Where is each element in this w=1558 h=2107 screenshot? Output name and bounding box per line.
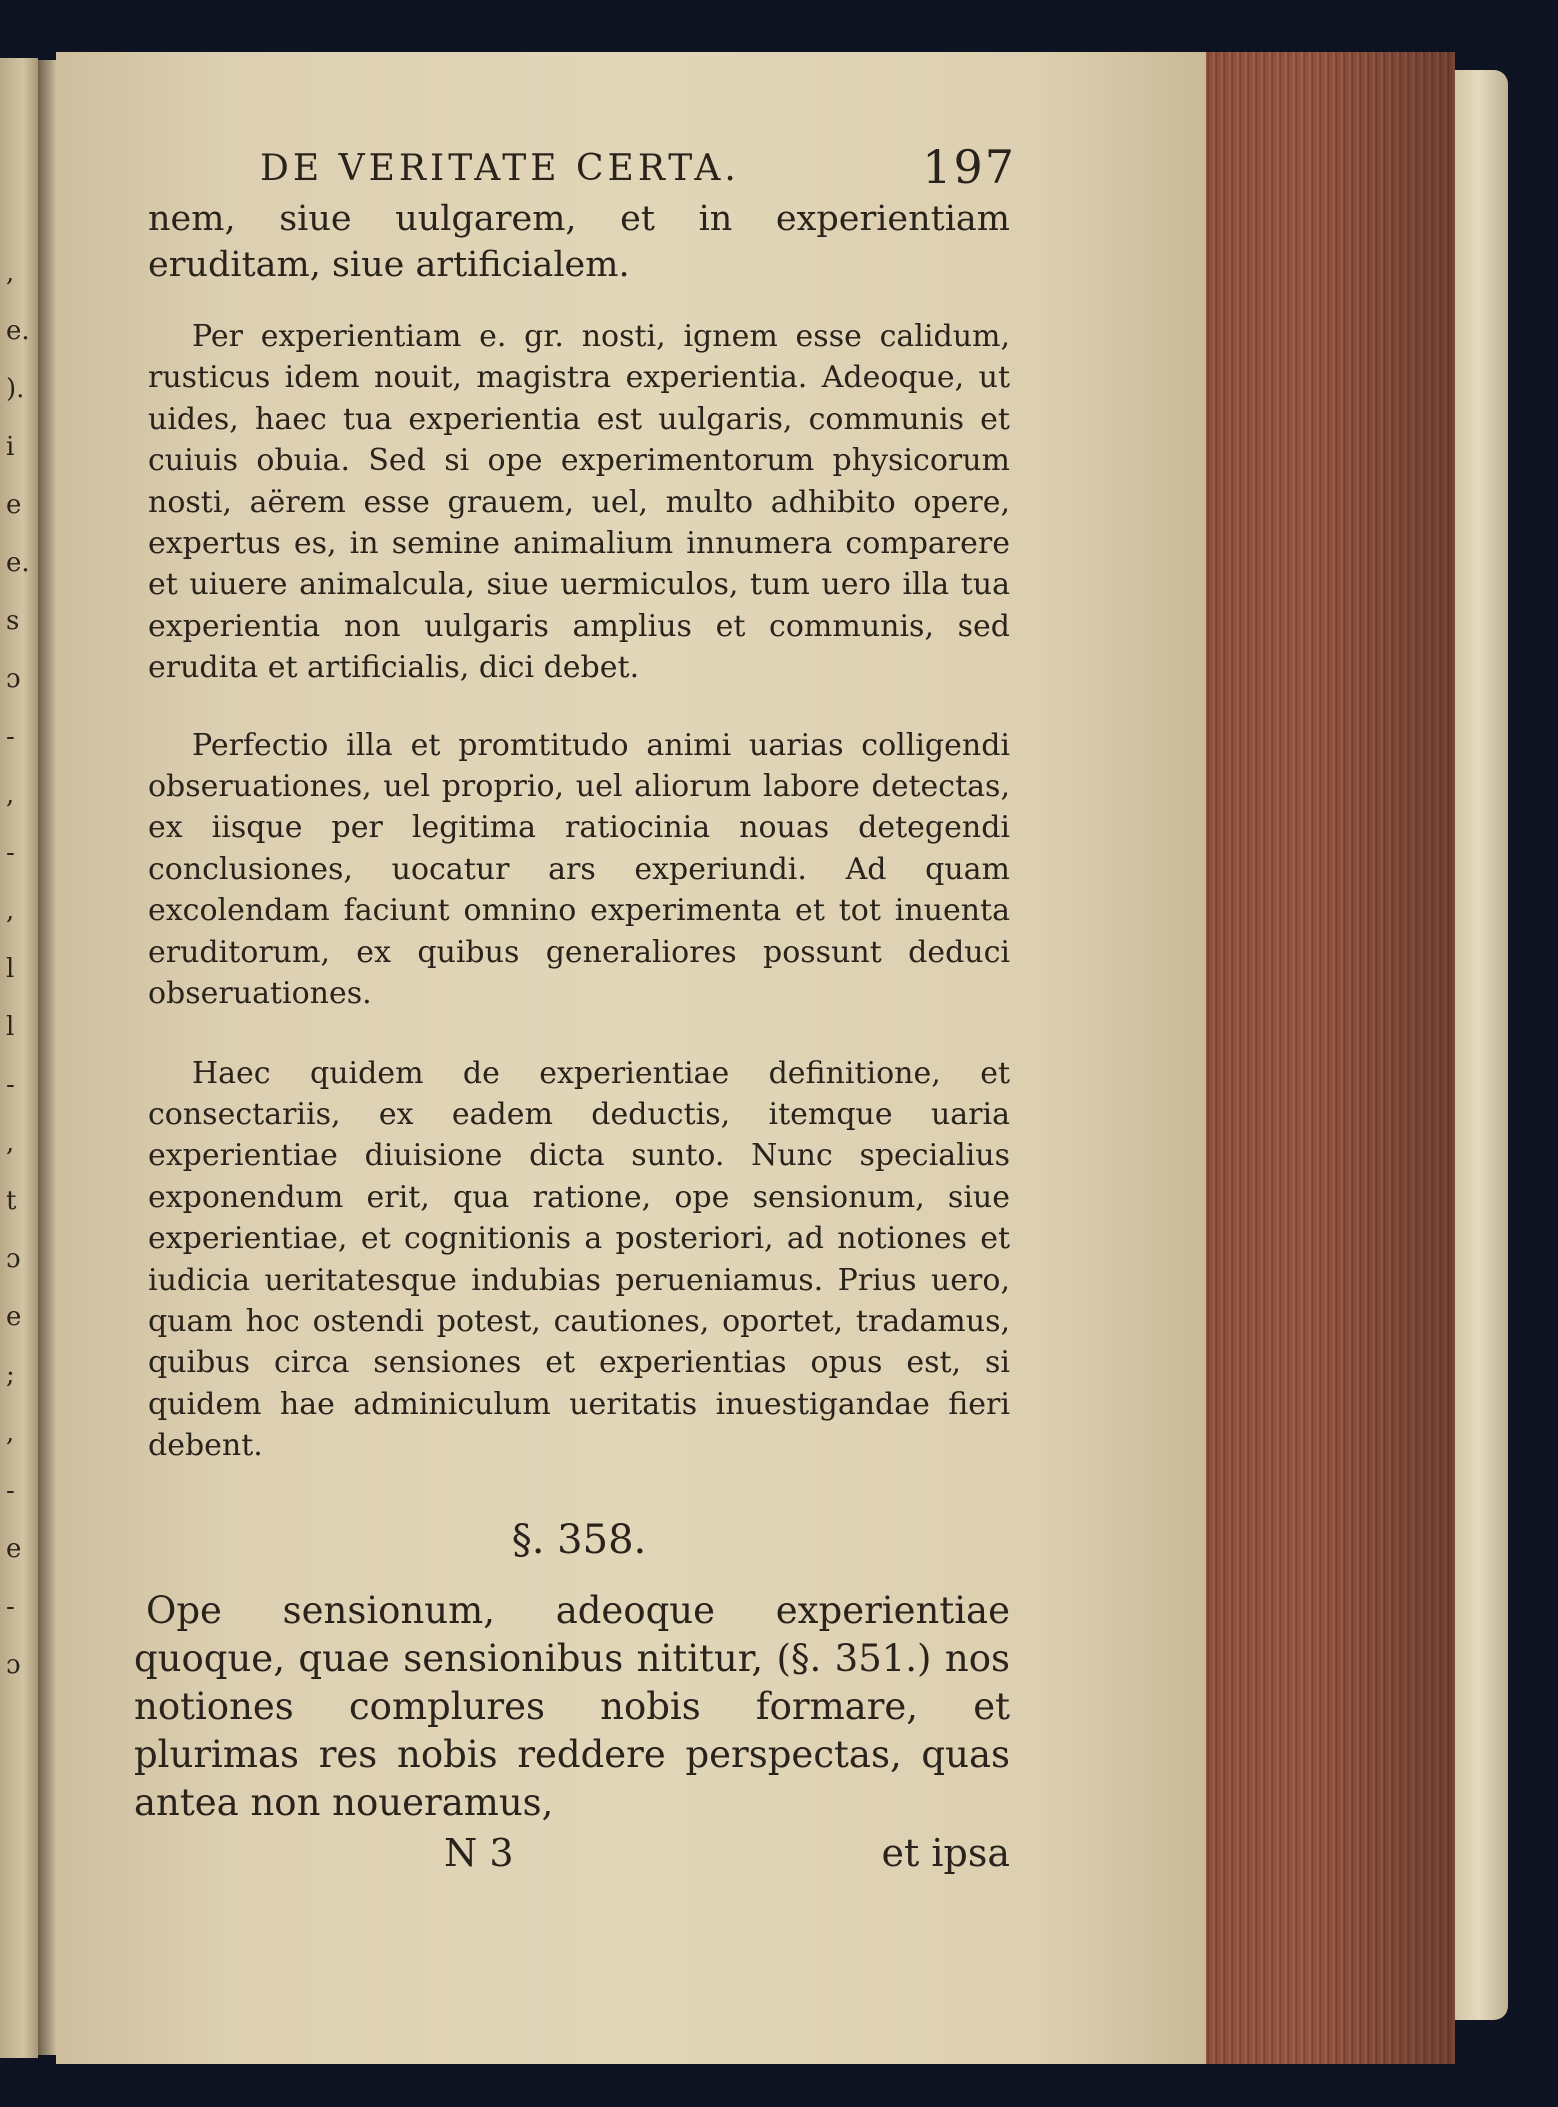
section-number: §. 358. xyxy=(511,1516,647,1563)
margin-glyph: e. xyxy=(6,316,30,346)
margin-glyph: t xyxy=(6,1186,17,1216)
running-title: DE VERITATE CERTA. xyxy=(260,148,740,189)
margin-glyph: - xyxy=(6,1592,15,1622)
margin-glyph: - xyxy=(6,1070,15,1100)
margin-glyph: , xyxy=(6,896,15,926)
margin-glyph: ). xyxy=(6,374,25,404)
previous-page-edge xyxy=(0,58,38,2058)
back-cover-board xyxy=(1450,70,1508,2020)
page-text-block xyxy=(134,140,1016,1881)
section-text: Ope sensionum, adeoque experientiae quoque, quae sensionibus nititur, (§. 351.) nos notiones complures nobis formare, et plurimas res nobis reddere perspectas, quas antea non noueramus, xyxy=(134,1588,1010,1824)
margin-glyph: i xyxy=(6,432,15,462)
page-fore-edge xyxy=(1200,52,1455,2064)
margin-glyph: e. xyxy=(6,548,30,578)
margin-glyph: , xyxy=(6,258,15,288)
catchword: et ipsa xyxy=(881,1830,1010,1875)
margin-glyph: e xyxy=(6,1302,22,1332)
running-head xyxy=(260,140,1016,196)
continuation-text: nem, siue uulgarem, et in experientiam eruditam, siue artificialem. xyxy=(148,199,1010,285)
margin-glyph: , xyxy=(6,1128,15,1158)
previous-page-margin-glyphs xyxy=(0,58,38,2058)
margin-glyph: e xyxy=(6,1534,22,1564)
margin-glyph: e xyxy=(6,490,22,520)
margin-glyph: s xyxy=(6,606,20,636)
signature-mark: N 3 xyxy=(444,1830,514,1875)
paragraph-ars-experiundi: Perfectio illa et promtitudo animi uarias colligendi obseruationes, uel proprio, uel aliorum labore detectas, ex iisque per legitima ratiocinia nouas detegendi conclusiones, uocatur ars experiundi. Ad quam excolendam faciunt omnino experimenta et tot inuenta eruditorum, ex quibus generaliores possunt deduci obseruationes. xyxy=(148,727,1010,1012)
margin-glyph: , xyxy=(6,780,15,810)
margin-glyph: ; xyxy=(6,1360,15,1390)
paragraph-cautiones: Haec quidem de experientiae definitione, et consectariis, ex eadem deductis, itemque uaria experientiae diuisione dicta sunto. Nunc specialius exponendum erit, qua ratione, ope sensionum, siue experientiae, et cognitionis a posteriori, ad notiones et iudicia ueritatesque indubias perueniamus. Prius uero, quam hoc ostendi potest, cautiones, oportet, tradamus, quibus circa sensiones et experientias opus est, si quidem hae adminiculum ueritatis inuestigandae fieri debent. xyxy=(148,1055,1010,1464)
margin-glyph: - xyxy=(6,1476,15,1506)
margin-glyph: ɔ xyxy=(6,1650,21,1680)
margin-glyph: ɔ xyxy=(6,1244,21,1274)
margin-glyph: - xyxy=(6,722,15,752)
paragraph-experientia-example: Per experientiam e. gr. nosti, ignem esse calidum, rusticus idem nouit, magistra experientia. Adeoque, ut uides, haec tua experientia est uulgaris, communis et cuiuis obuia. Sed si ope experimentorum physicorum nosti, aërem esse grauem, uel, multo adhibito opere, expertus es, in semine animalium innumera comparere et uiuere animalcula, siue uermiculos, tum uero illa tua experientia non uulgaris amplius et communis, sed erudita et artificialis, dici debet. xyxy=(148,319,1010,686)
page-footer xyxy=(134,1827,1010,1881)
page-number: 197 xyxy=(922,140,1016,194)
margin-glyph: - xyxy=(6,838,15,868)
margin-glyph: l xyxy=(6,1012,15,1042)
margin-glyph: , xyxy=(6,1418,15,1448)
margin-glyph: l xyxy=(6,954,15,984)
margin-glyph: ɔ xyxy=(6,664,21,694)
book-gutter xyxy=(38,60,56,2055)
